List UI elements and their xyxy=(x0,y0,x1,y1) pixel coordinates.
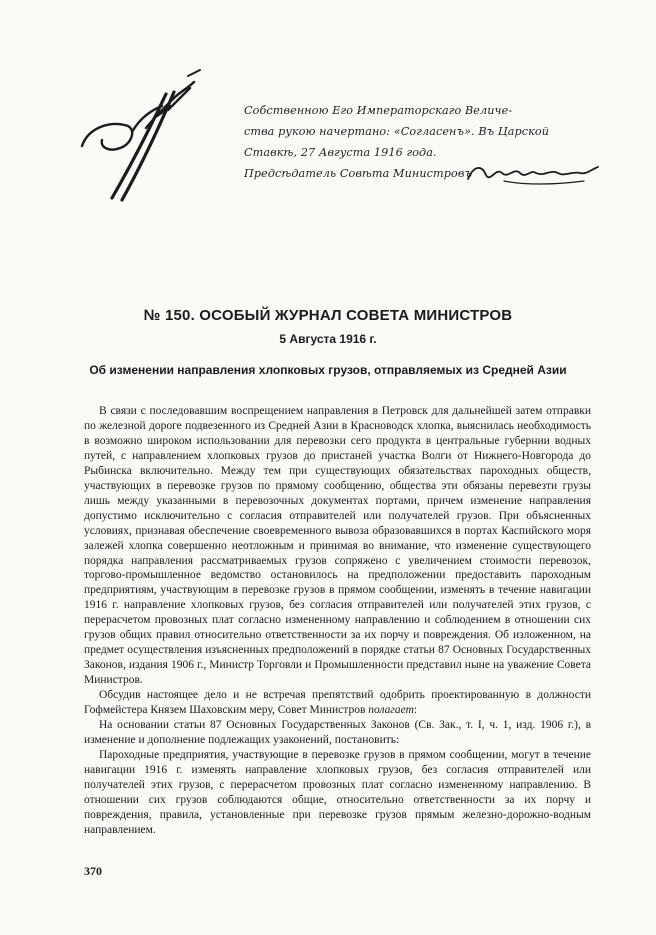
handwritten-line: ства рукою начертано: «Согласенъ». Въ Царской xyxy=(244,125,550,138)
paragraph xyxy=(84,688,591,718)
paragraph-text: Обсудив настоящее дело и не встречая препятствий одобрить проектированную в должности Гофмейстера Князем Шаховским меру, Совет Министров xyxy=(84,689,591,717)
emphasis-text: полагает xyxy=(368,704,414,717)
document-title: № 150. ОСОБЫЙ ЖУРНАЛ СОВЕТА МИНИСТРОВ xyxy=(143,307,513,324)
handwritten-line-chairman xyxy=(244,163,614,184)
chairman-signature xyxy=(464,159,604,187)
document-subject: Об изменении направления хлопковых грузов, отправляемых из Средней Азии xyxy=(89,363,567,377)
paragraph-text: : xyxy=(413,704,418,717)
paragraph: На основании статьи 87 Основных Государственных Законов (Св. Зак., т. I, ч. 1, изд. 1906 г.), в изменение и дополнение подлежащих узаконений, постановить: xyxy=(84,719,591,746)
handwritten-note xyxy=(244,100,614,184)
document-body xyxy=(84,404,591,838)
paragraph: В связи с последовавшим воспрещением направления в Петровск для дальнейшей затем отправки по железной дороге подвезенного из Средней Азии в Красноводск хлопка, выяснилась необходимость в возможно широком использовании для перевозки сего продукта в центральные губернии водных путей, с направлением хлопковых грузов до пристаней участка Волги от Нижнего-Новгорода до Рыбинска включительно. Между тем при существующих обязательствах пароходных обществ, участвующих в перевозке грузов по прямому сообщению, общества эти обязаны перевезти грузы лишь между указанными в перевозочных документах портами, причем изменение направления допустимо исключительно с согласия отправителей или получателей грузов. При объясненных условиях, признавая обеспечение своевременного вывоза образовавшихся в портах Каспийского моря залежей хлопка совершенно неотложным и принимая во внимание, что изменение существующего порядка направления рассматриваемых грузов сопряжено с увеличением стоимости перевозок, торгово-промышленное ведомство остановилось на предположении предоставить пароходным предприятиям, участвующим в перевозке грузов в прямом сообщении, изменять в течение навигации 1916 г. направление хлопковых грузов, без согласия отправителей или получателей этих грузов, с перерасчетом провозных плат согласно измененному направлению и соблюдением в отношении сих грузов общих правил относительно ответственности за их порчу и повреждения. Об изложенном, на предмет осуществления изъясненных предположений в порядке статьи 87 Основных Государственных Законов, издания 1906 г., Министр Торговли и Промышленности представил ныне на уважение Совета Министров. xyxy=(84,405,591,687)
document-heading xyxy=(0,307,656,377)
tsar-signature xyxy=(70,48,220,218)
paragraph: Пароходные предприятия, участвующие в перевозке грузов в прямом сообщении, могут в течение навигации 1916 г. изменять направление хлопковых грузов, без согласия отправителей или получателей этих грузов, с перерасчетом провозных плат согласно измененному направлению. В отношении сих грузов соблюдаются общие, относительно ответственности за их порчу и повреждения, правила, установленные при перевозке грузов прямым железно-дорожно-водным направлением. xyxy=(84,748,591,836)
chairman-title: Предсѣдатель Совѣта Министровъ xyxy=(244,167,473,180)
page-number: 370 xyxy=(84,864,102,878)
handwritten-line: Собственною Его Императорскаго Величе- xyxy=(244,104,513,117)
handwritten-line: Ставкѣ, 27 Августа 1916 года. xyxy=(244,146,437,159)
document-date: 5 Августа 1916 г. xyxy=(279,332,377,346)
